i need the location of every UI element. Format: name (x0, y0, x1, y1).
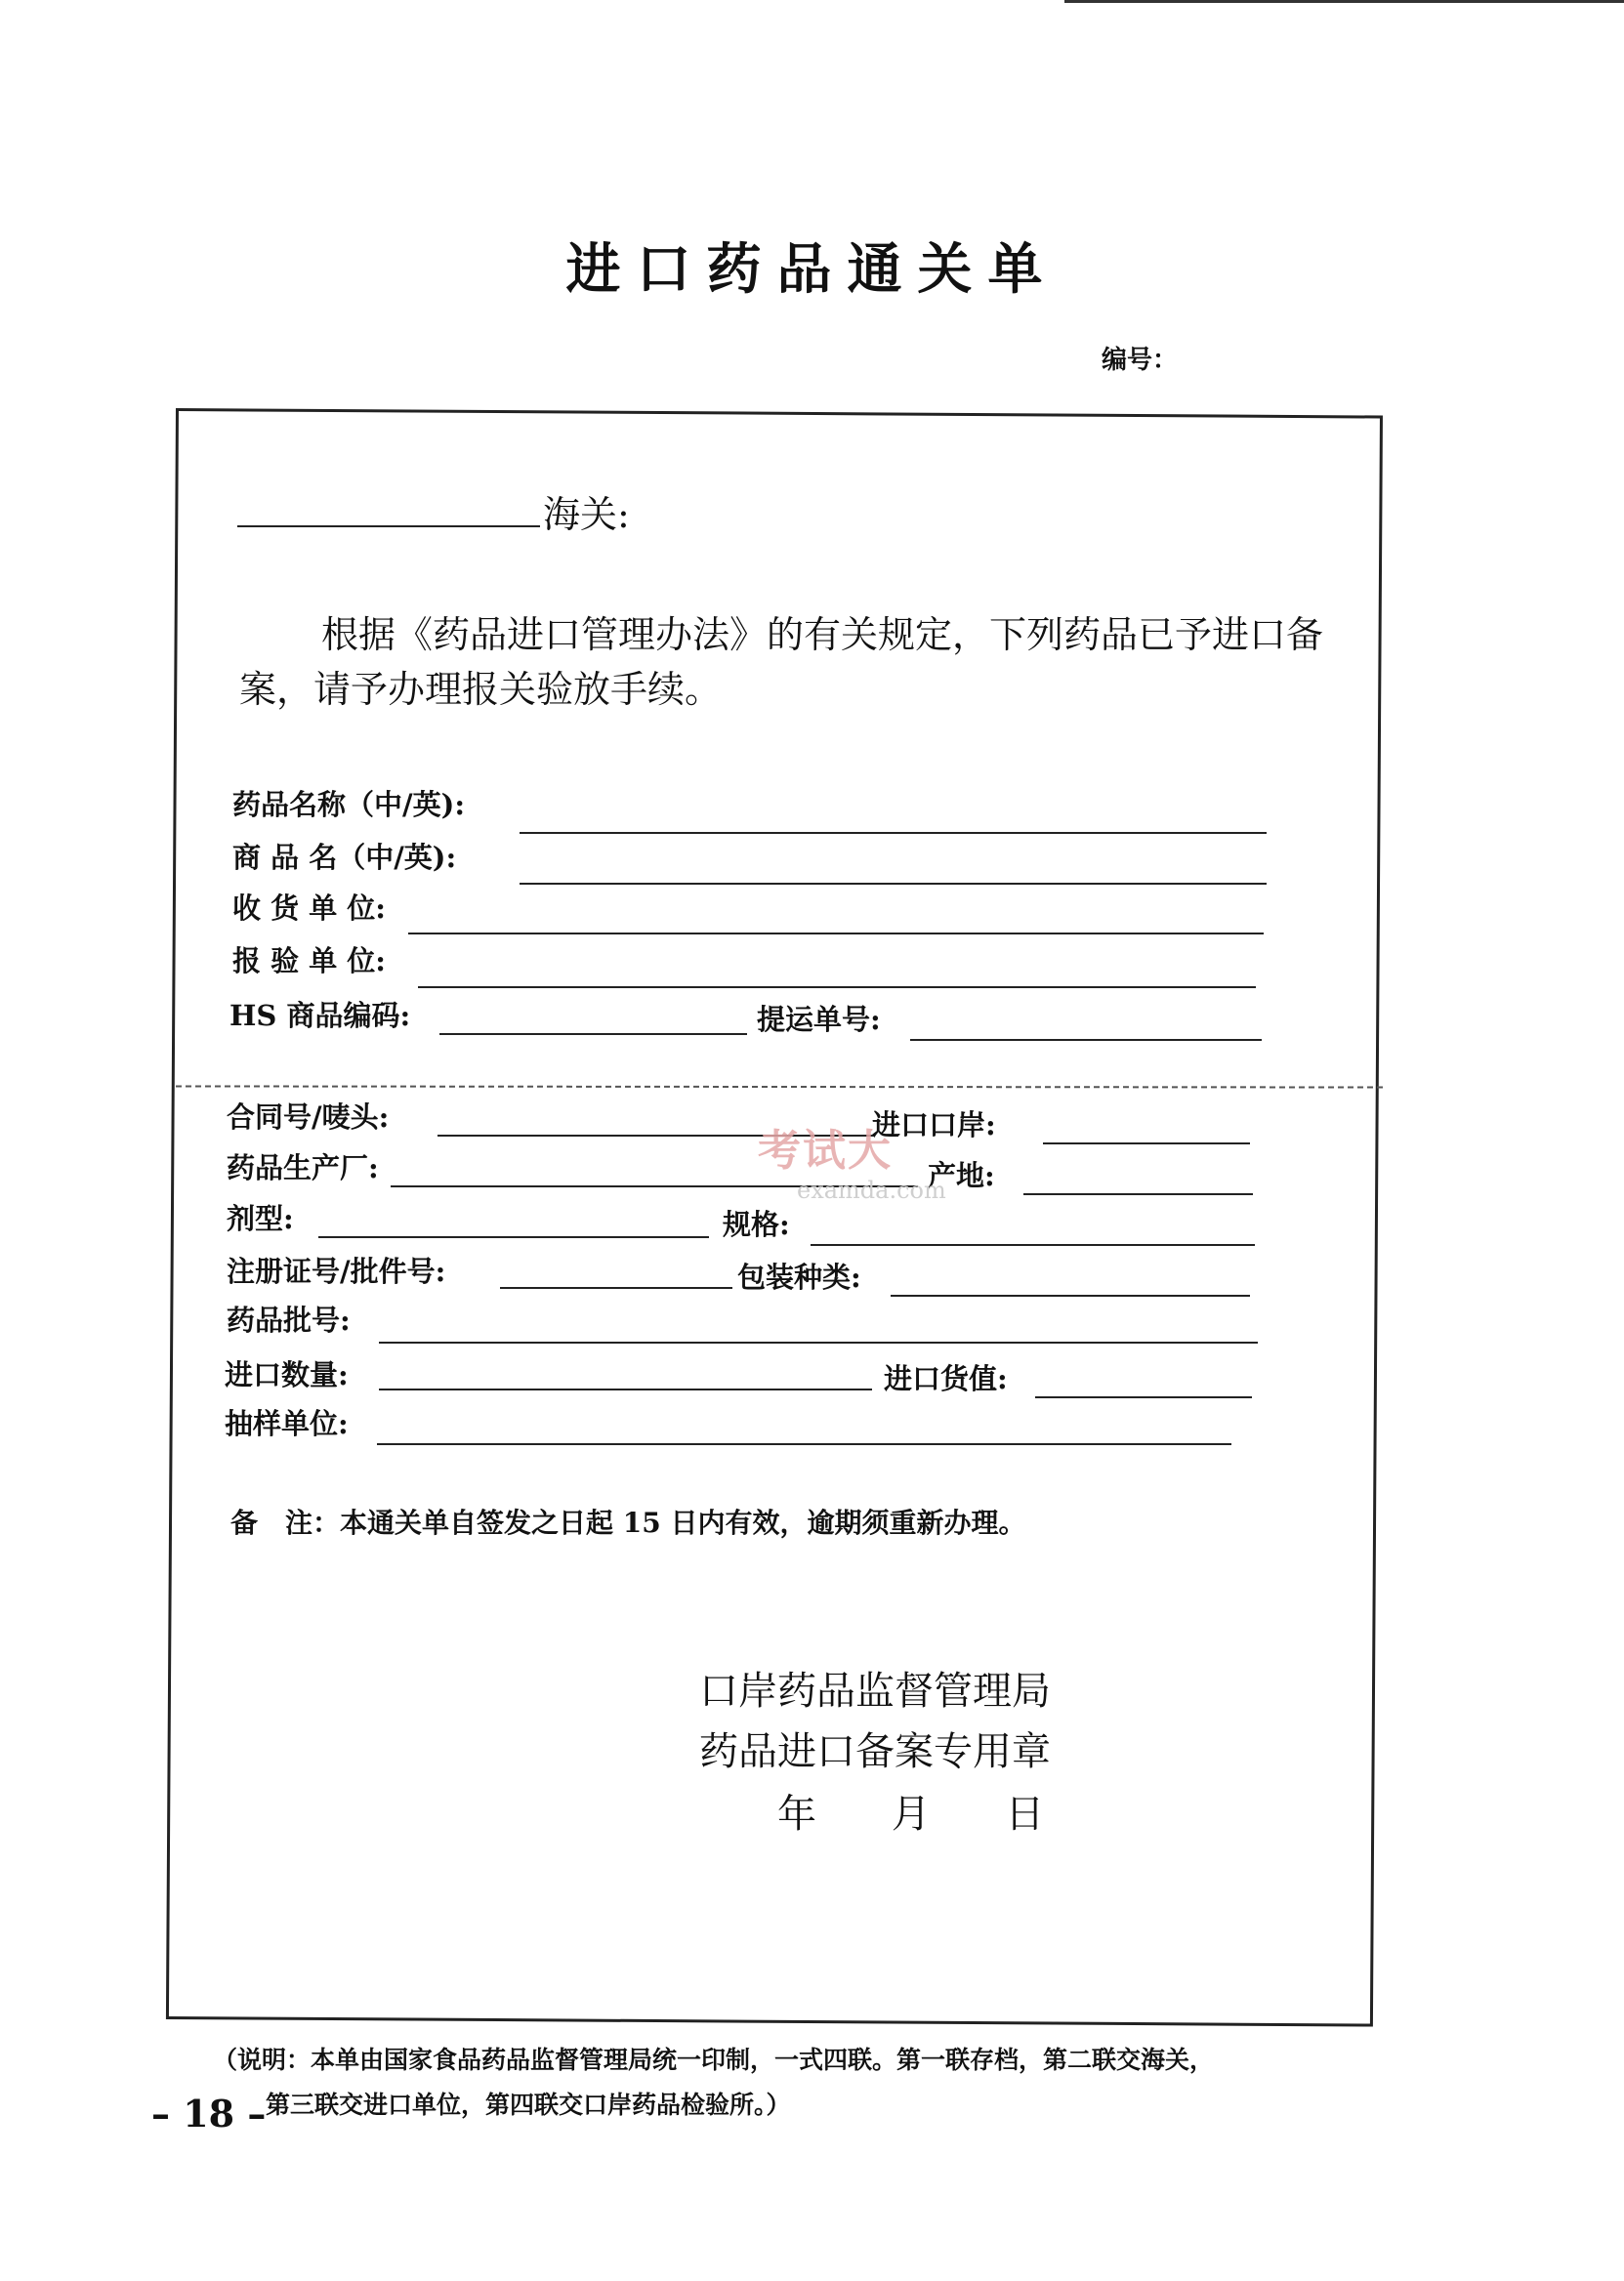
import-quantity-label: 进口数量: (225, 1358, 349, 1391)
manufacturer-label: 药品生产厂: (227, 1151, 379, 1184)
package-type-label: 包装种类: (737, 1261, 861, 1294)
hs-code-blank[interactable] (439, 1033, 747, 1035)
origin-label: 产地: (928, 1159, 995, 1192)
registration-no-blank[interactable] (500, 1287, 732, 1289)
specification-blank[interactable] (811, 1244, 1255, 1246)
import-quantity-blank[interactable] (379, 1389, 872, 1390)
customs-label: 海关: (543, 493, 630, 536)
drug-name-blank[interactable] (520, 832, 1267, 834)
remark-note: 备 注：本通关单自签发之日起 15 日内有效，逾期须重新办理。 (230, 1507, 1026, 1539)
consignee-label: 收 货 单 位: (232, 892, 386, 925)
import-value-blank[interactable] (1035, 1396, 1252, 1398)
page-number: – 18 – (151, 2092, 267, 2136)
bill-of-lading-label: 提运单号: (757, 1003, 881, 1036)
import-port-label: 进口口岸: (872, 1108, 996, 1141)
sampling-unit-label: 抽样单位: (225, 1407, 349, 1440)
bill-of-lading-blank[interactable] (910, 1039, 1262, 1041)
consignee-blank[interactable] (408, 933, 1264, 934)
trade-name-blank[interactable] (520, 883, 1267, 885)
origin-blank[interactable] (1023, 1193, 1253, 1195)
registration-no-label: 注册证号/批件号: (227, 1255, 446, 1288)
batch-no-label: 药品批号: (227, 1304, 351, 1337)
document-title: 进口药品通关单 (565, 237, 1059, 302)
trade-name-label: 商 品 名（中/英): (232, 841, 457, 874)
customs-name-blank[interactable] (237, 525, 540, 527)
drug-name-label: 药品名称（中/英): (232, 788, 466, 821)
contract-no-label: 合同号/唛头: (227, 1100, 390, 1134)
watermark-logo: 考试大 (758, 1126, 893, 1176)
batch-no-blank[interactable] (379, 1342, 1258, 1344)
sampling-unit-blank[interactable] (377, 1443, 1231, 1445)
seal-date: 年 月 日 (777, 1792, 1053, 1837)
dosage-form-blank[interactable] (318, 1236, 709, 1238)
package-type-blank[interactable] (891, 1295, 1250, 1297)
dosage-form-label: 剂型: (227, 1202, 294, 1235)
seal-authority: 口岸药品监督管理局 (699, 1669, 1051, 1714)
specification-label: 规格: (723, 1208, 790, 1241)
footnote-line-1: （说明：本单由国家食品药品监督管理局统一印制，一式四联。第一联存档，第二联交海关， (213, 2046, 1215, 2074)
seal-purpose: 药品进口备案专用章 (699, 1729, 1051, 1774)
serial-number-label: 编号： (1102, 346, 1179, 375)
import-value-label: 进口货值: (884, 1362, 1008, 1395)
import-port-blank[interactable] (1043, 1142, 1250, 1144)
inspection-unit-blank[interactable] (418, 986, 1256, 988)
inspection-unit-label: 报 验 单 位: (232, 944, 386, 977)
footnote-line-2: 第三联交进口单位，第四联交口岸药品检验所。） (266, 2091, 791, 2119)
watermark-domain: examda.com (797, 1177, 946, 1204)
hs-code-label: HS 商品编码: (229, 999, 411, 1032)
body-paragraph: 根据《药品进口管理办法》的有关规定，下列药品已予进口备案，请予办理报关验放手续。 (239, 613, 1324, 711)
top-edge-rule (1064, 0, 1624, 3)
